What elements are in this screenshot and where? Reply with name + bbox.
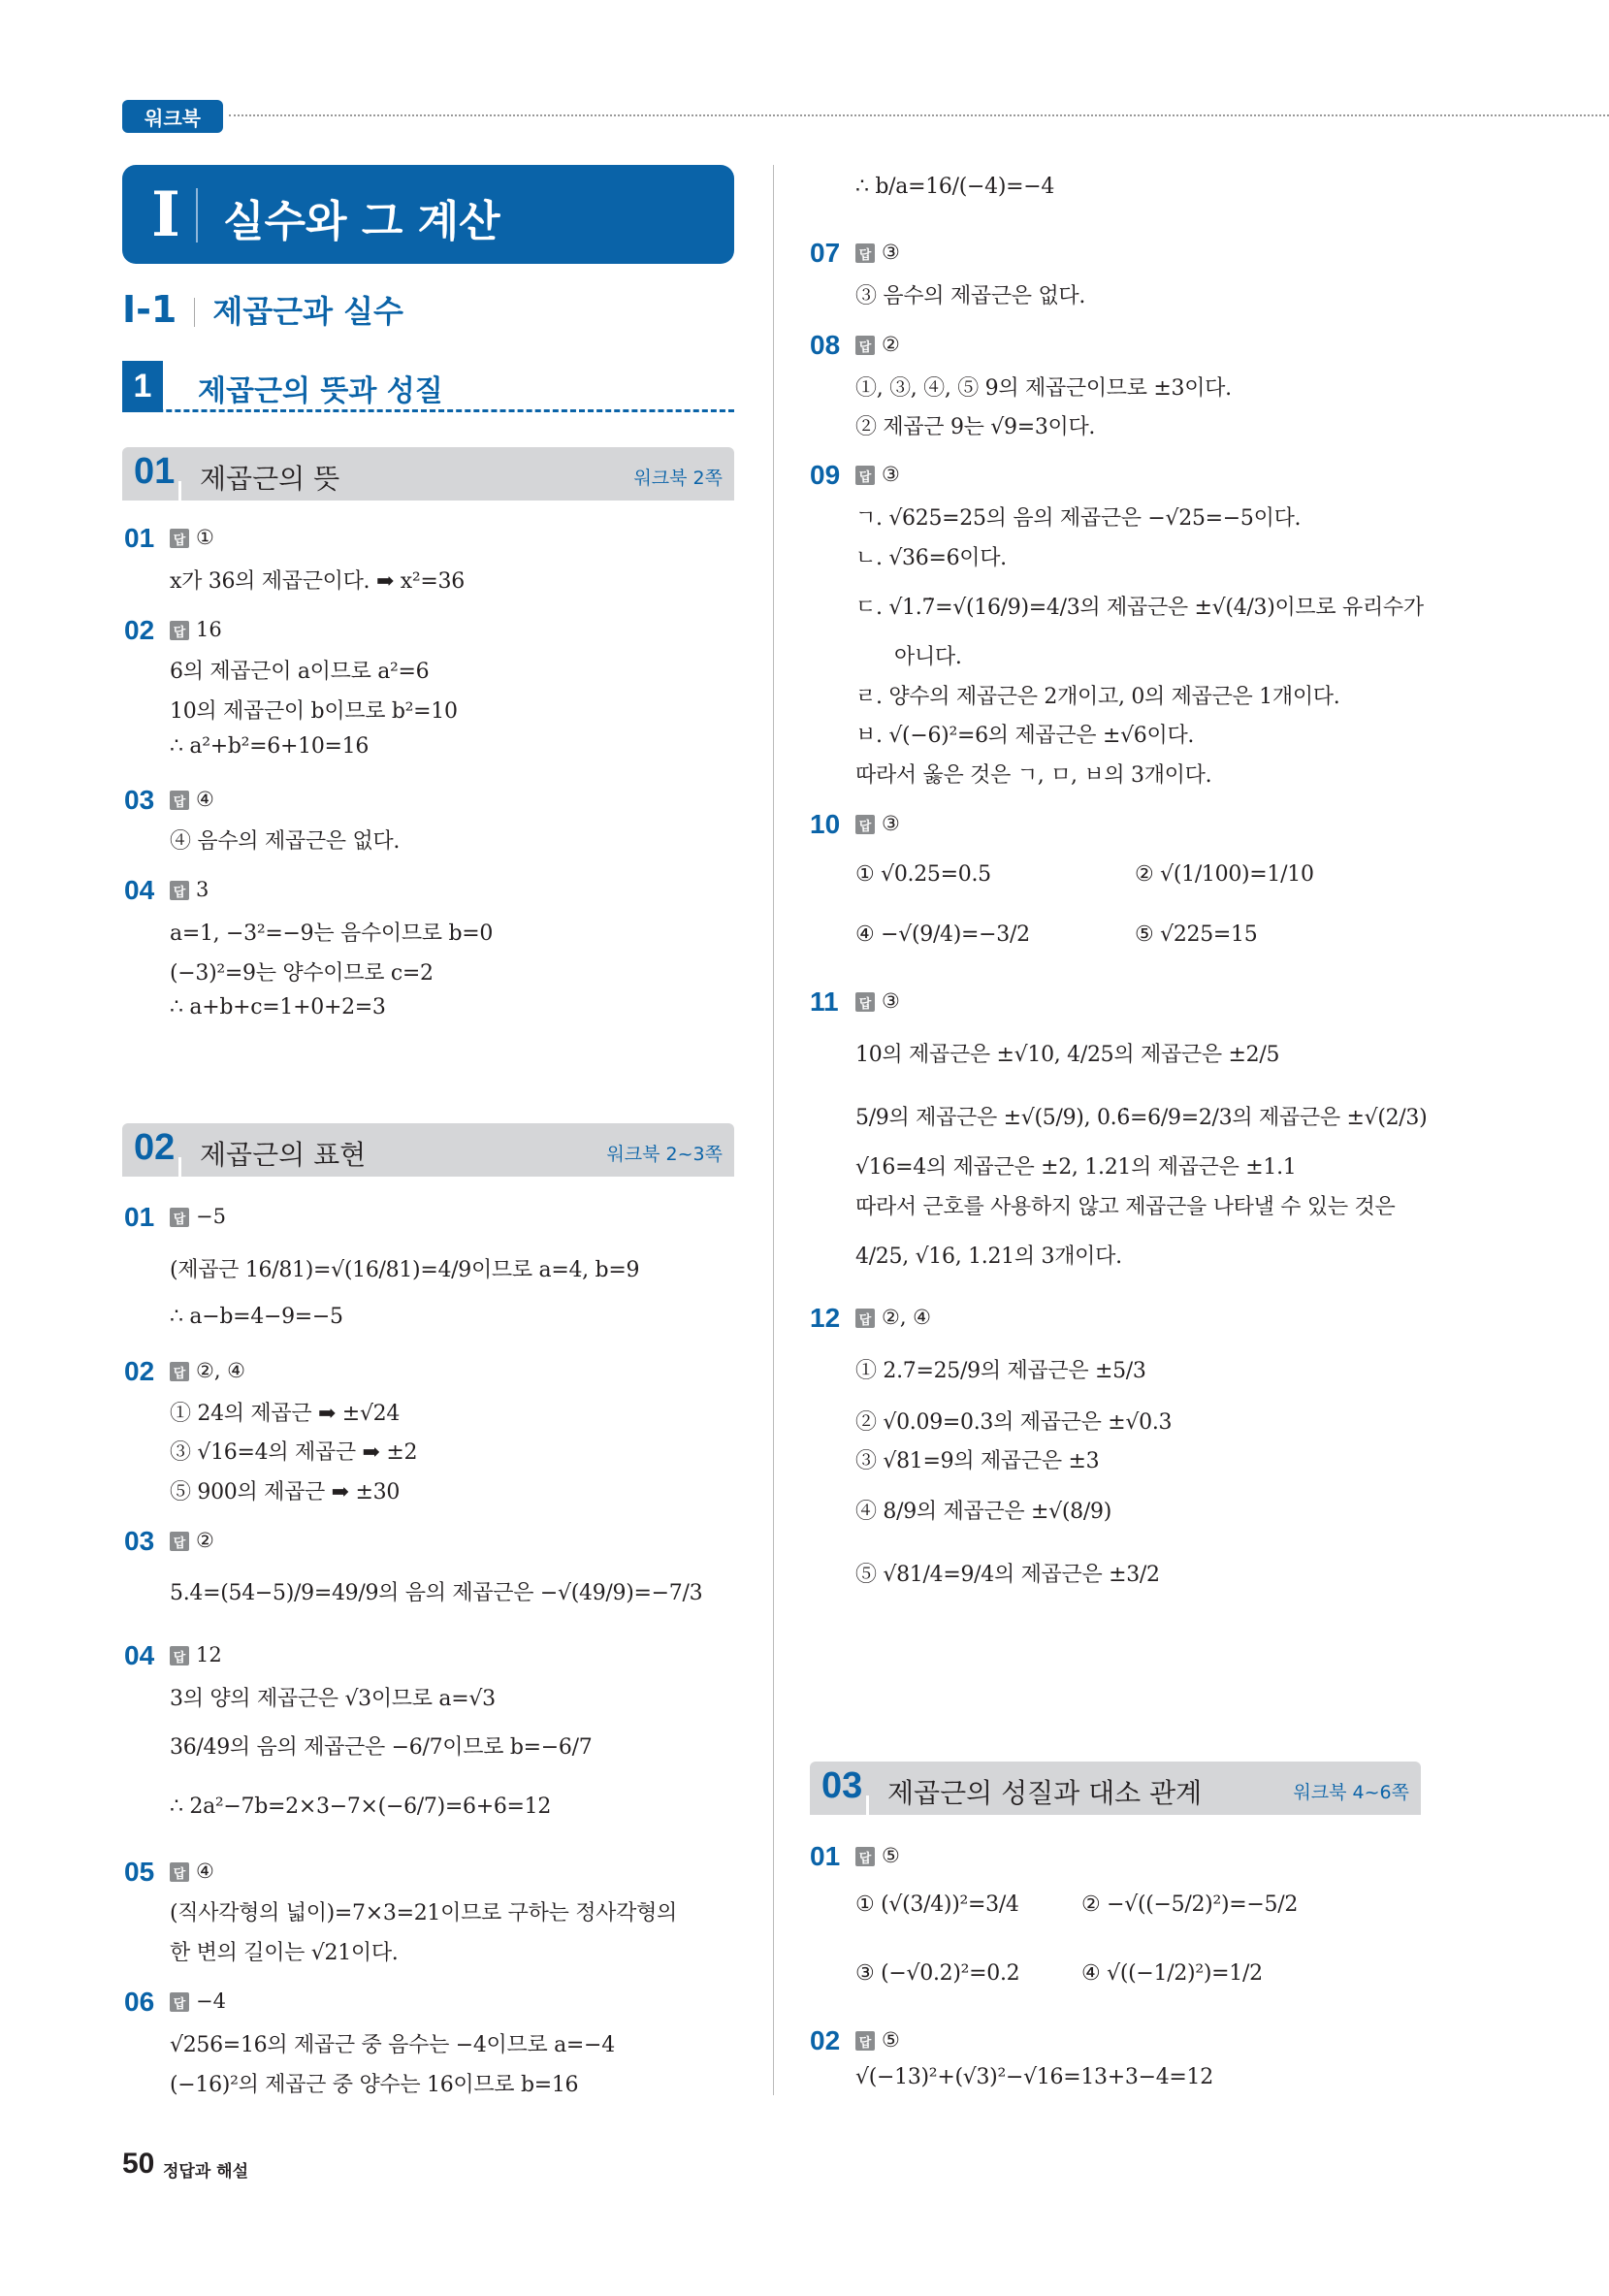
answer-value: −5 [196,1205,226,1228]
solution-line: ∴ a+b+c=1+0+2=3 [170,995,386,1019]
solution-line: ④ −√(9/4)=−3/2 [855,922,1030,947]
solution-line: ② √0.09=0.3의 제곱근은 ±√0.3 [855,1410,1173,1435]
item-number: 04 [124,875,155,905]
chapter-number: I [151,178,180,251]
solution-line: ㅂ. √(−6)²=6의 제곱근은 ±√6이다. [855,724,1195,748]
item-number: 10 [810,809,841,839]
solution-line: √(−13)²+(√3)²−√16=13+3−4=12 [855,2065,1213,2089]
item-number: 11 [810,986,839,1017]
answer-value: ② [882,333,900,356]
solution-line: ④ 음수의 제곱근은 없다. [170,829,401,854]
subsection-title: 제곱근의 뜻과 성질 [198,374,443,408]
page-number: 50 [122,2148,155,2180]
answer-value: ②, ④ [882,1306,932,1329]
answer-badge: 답 [170,1862,189,1882]
answer-value: ③ [882,989,900,1013]
answer-badge: 답 [855,466,875,485]
solution-line: ③ 음수의 제곱근은 없다. [855,284,1086,308]
item-number: 05 [124,1857,155,1887]
answer-badge: 답 [855,336,875,355]
solution-line: 10의 제곱근이 b이므로 b²=10 [170,699,458,724]
workbook-page-ref: 워크북 2쪽 [633,468,723,489]
section-number: 03 [821,1765,863,1806]
solution-line: ⑤ 900의 제곱근 ➡ ±30 [170,1480,401,1504]
solution-line: 아니다. [894,645,962,669]
item-number: 03 [124,785,155,815]
banner-separator [196,188,198,243]
answer-badge: 답 [855,243,875,263]
solution-line: √16=4의 제곱근은 ±2, 1.21의 제곱근은 ±1.1 [855,1155,1297,1180]
answer-value: ⑤ [882,2028,900,2052]
solution-line: 3의 양의 제곱근은 √3이므로 a=√3 [170,1687,496,1711]
unit-heading [122,287,403,332]
workbook-page-ref: 워크북 4~6쪽 [1293,1782,1409,1803]
item-number: 04 [124,1640,155,1670]
item-number: 02 [124,615,155,645]
answer-value: ① [196,526,214,549]
solution-line: ② 제곱근 9는 √9=3이다. [855,415,1096,439]
answer-value: ③ [882,812,900,835]
answer-value: ③ [882,241,900,264]
solution-line: (−16)²의 제곱근 중 양수는 16이므로 b=16 [170,2073,579,2097]
solution-line: (−3)²=9는 양수이므로 c=2 [170,961,434,986]
item-number: 02 [810,2025,841,2055]
solution-line: 한 변의 길이는 √21이다. [170,1941,399,1965]
solution-line: (직사각형의 넓이)=7×3=21이므로 구하는 정사각형의 [170,1901,677,1925]
solution-line: x가 36의 제곱근이다. ➡ x²=36 [170,569,465,594]
solution-line: ③ (−√0.2)²=0.2 [855,1961,1020,1986]
answer-value: 16 [196,618,222,641]
answer-value: ②, ④ [196,1359,246,1382]
solution-line: ③ √81=9의 제곱근은 ±3 [855,1449,1100,1473]
solution-line: 따라서 옳은 것은 ㄱ, ㅁ, ㅂ의 3개이다. [855,763,1212,788]
answer-value: 3 [196,878,209,901]
solution-line: ④ 8/9의 제곱근은 ±√(8/9) [855,1500,1111,1524]
continuation-line: ∴ b/a=16/(−4)=−4 [855,175,1055,199]
section-title: 제곱근의 뜻 [200,463,340,495]
chapter-title: 실수와 그 계산 [223,197,500,246]
solution-line: ① √0.25=0.5 [855,862,991,887]
solution-line: ① 24의 제곱근 ➡ ±√24 [170,1402,401,1426]
answer-badge: 답 [855,2031,875,2051]
solution-line: ㄴ. √36=6이다. [855,546,1007,570]
section-bar-01 [122,447,734,501]
solution-line: 5/9의 제곱근은 ±√(5/9), 0.6̇=6/9=2/3의 제곱근은 ±√(2/3) [855,1106,1428,1130]
column-divider [773,165,774,2095]
footer-label: 정답과 해설 [163,2162,249,2182]
solution-line: ③ √16=4의 제곱근 ➡ ±2 [170,1440,418,1465]
solution-line: ② √(1/100)=1/10 [1135,862,1314,887]
section-title: 제곱근의 성질과 대소 관계 [887,1777,1203,1809]
unit-code: I-1 [122,288,177,331]
answer-value: ④ [196,1859,214,1883]
solution-line: ①, ③, ④, ⑤ 9의 제곱근이므로 ±3이다. [855,376,1232,401]
item-number: 01 [810,1841,841,1871]
item-number: 09 [810,460,841,490]
workbook-tag: 워크북 [122,100,223,133]
item-number: 02 [124,1356,155,1386]
section-bar-02 [122,1123,734,1177]
solution-line: 4/25, √16, 1.21의 3개이다. [855,1245,1122,1269]
solution-line: ⑤ √225=15 [1135,922,1258,947]
solution-line: 10의 제곱근은 ±√10, 4/25의 제곱근은 ±2/5 [855,1043,1280,1067]
answer-value: −4 [196,1989,226,2013]
answer-value: ⑤ [882,1844,900,1867]
answer-badge: 답 [170,621,189,640]
workbook-page-ref: 워크북 2~3쪽 [606,1144,723,1165]
solution-line: a=1, −3²=−9는 음수이므로 b=0 [170,922,494,946]
answer-badge: 답 [170,881,189,900]
unit-title: 제곱근과 실수 [212,293,403,330]
answer-badge: 답 [170,1992,189,2012]
answer-value: ④ [196,788,214,811]
solution-line: ∴ 2a²−7b=2×3−7×(−6/7)=6+6=12 [170,1795,552,1819]
solution-line: ② −√((−5/2)²)=−5/2 [1081,1892,1299,1917]
item-number: 03 [124,1526,155,1556]
chapter-banner [122,165,734,264]
solution-line: (제곱근 16/81)=√(16/81)=4/9이므로 a=4, b=9 [170,1258,640,1282]
solution-line: ∴ a²+b²=6+10=16 [170,734,370,759]
answer-badge: 답 [855,815,875,834]
item-number: 01 [124,523,155,553]
item-number: 12 [810,1303,841,1333]
solution-line: ⑤ √81/4=9/4의 제곱근은 ±3/2 [855,1563,1160,1587]
section-number: 01 [134,451,176,492]
solution-line: 5.4̇=(54−5)/9=49/9의 음의 제곱근은 −√(49/9)=−7/3 [170,1581,703,1605]
solution-line: √256=16의 제곱근 중 음수는 −4이므로 a=−4 [170,2033,615,2057]
solution-line: ㄷ. √1.7̇=√(16/9)=4/3의 제곱근은 ±√(4/3)이므로 유리수가 [855,596,1424,620]
solution-line: ① 2.7̇=25/9의 제곱근은 ±5/3 [855,1359,1146,1383]
answer-badge: 답 [855,1847,875,1866]
item-number: 08 [810,330,841,360]
answer-badge: 답 [170,791,189,810]
dotted-divider [229,114,1609,116]
answer-value: ② [196,1529,214,1552]
solution-line: 따라서 근호를 사용하지 않고 제곱근을 나타낼 수 있는 것은 [855,1195,1396,1219]
solution-line: ㄱ. √625=25의 음의 제곱근은 −√25=−5이다. [855,506,1302,531]
answer-badge: 답 [170,1532,189,1551]
answer-value: ③ [882,463,900,486]
answer-badge: 답 [170,1208,189,1227]
answer-badge: 답 [855,992,875,1012]
subsection-heading [122,361,734,412]
solution-line: ④ √((−1/2)²)=1/2 [1081,1961,1263,1986]
section-title: 제곱근의 표현 [200,1139,367,1171]
solution-line: 36/49의 음의 제곱근은 −6/7이므로 b=−6/7 [170,1735,593,1760]
solution-line: ㄹ. 양수의 제곱근은 2개이고, 0의 제곱근은 1개이다. [855,685,1340,709]
item-number: 07 [810,238,841,268]
answer-badge: 답 [170,529,189,548]
item-number: 06 [124,1987,155,2017]
answer-value: 12 [196,1643,222,1666]
item-number: 01 [124,1202,155,1232]
answer-badge: 답 [855,1309,875,1328]
solution-line: ① (√(3/4))²=3/4 [855,1892,1019,1917]
section-bar-03 [810,1762,1421,1815]
section-number: 02 [134,1127,176,1168]
solution-line: ∴ a−b=4−9=−5 [170,1305,343,1329]
solution-line: 6의 제곱근이 a이므로 a²=6 [170,660,430,684]
subsection-number: 1 [122,361,163,412]
answer-badge: 답 [170,1646,189,1665]
answer-badge: 답 [170,1362,189,1381]
